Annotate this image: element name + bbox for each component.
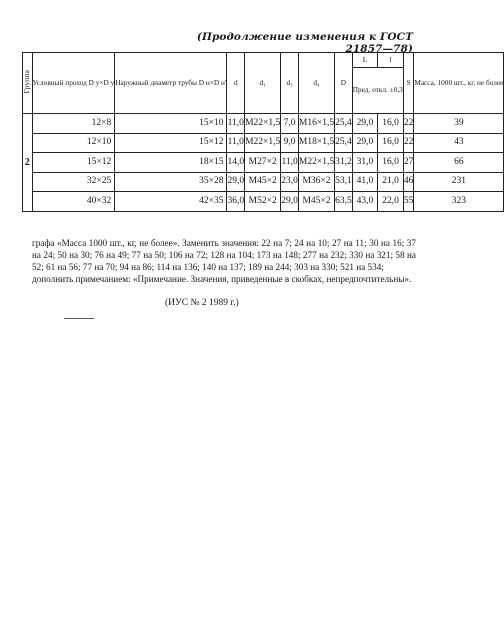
paragraph-note-addition: дополнить примечанием: «Примечание. Значения, приведенные в скобках, непредпочтительны». [32,274,412,284]
table-row [23,192,504,212]
paragraph-mass-replacements: графа «Масса 1000 шт., кг, не более». Заменить значения: 22 на 7; 24 на 10; 27 на 11; 30 на 16; 37 на 24; 50 на 30; 76 на 49; 77 на 50; 106 на 72; 128 на 104; 173 на 148; 277 на 232; 330 на 321; 58 на 52; 61 на 56; 77 на 70; 94 на 86; 114 на 136; 140 на 137; 189 на 244; 303 на 330; 521 на 534; [32,238,416,272]
group-value: 2 [23,114,33,212]
cell: 27 [403,153,414,173]
cell: M22×1,5 [245,114,281,134]
cell: 31,0 [352,153,378,173]
cell: 43,0 [352,192,378,212]
header-outer-diameter: Наружный диаметр трубы D н×D н′ [115,53,227,114]
header-d4: d₄ [298,53,334,114]
header-D: D [335,53,353,114]
cell: 15×10 [115,114,227,134]
cell: 7,0 [281,114,299,134]
cell: 29,0 [352,114,378,134]
cell: 18×15 [115,153,227,173]
cell: M52×2 [245,192,281,212]
table-row [23,133,504,153]
cell: 29,0 [352,133,378,153]
cell: 21,0 [378,172,404,192]
cell: M27×2 [245,153,281,173]
document-header: (Продолжение изменения к ГОСТ 21857—78) [196,31,413,55]
cell: 23,0 [281,172,299,192]
cell: M36×2 [298,172,334,192]
header-l: l [378,53,404,68]
table-row [23,153,504,173]
cell: M22×1,5 [245,133,281,153]
cell: 231 [414,172,504,192]
header-S: S [403,53,414,114]
source-reference: (ИУС № 2 1989 г.) [165,298,239,308]
header-group: Группа [23,53,33,114]
cell: 35×28 [115,172,227,192]
cell: 323 [414,192,504,212]
cell: 43 [414,133,504,153]
cell: 22,0 [378,192,404,212]
cell: 46 [403,172,414,192]
header-L: L [352,53,378,68]
cell: 66 [414,153,504,173]
amendment-text [32,237,416,285]
divider [64,318,94,319]
cell: 15×12 [32,153,115,173]
cell: 25,4 [335,133,353,153]
cell: M18×1,5 [298,133,334,153]
cell: 36,0 [227,192,245,212]
cell: 63,5 [335,192,353,212]
cell: 12×10 [32,133,115,153]
cell: M22×1,5 [298,153,334,173]
table-row [23,114,504,134]
cell: M16×1,5 [298,114,334,134]
cell: 25,4 [335,114,353,134]
cell: 16,0 [378,133,404,153]
cell: 22 [403,133,414,153]
cell: 29,0 [227,172,245,192]
cell: 42×35 [115,192,227,212]
cell: 11,0 [227,114,245,134]
cell: 39 [414,114,504,134]
cell: 16,0 [378,153,404,173]
cell: 40×32 [32,192,115,212]
header-mass: Масса, 1000 шт., кг, не более [414,53,504,114]
cell: 41,0 [352,172,378,192]
cell: 16,0 [378,114,404,134]
cell: M45×2 [298,192,334,212]
dimensions-table [22,52,504,212]
cell: 12×8 [32,114,115,134]
cell: 9,0 [281,133,299,153]
cell: 11,0 [281,153,299,173]
header-d1: d₁ [245,53,281,114]
cell: 29,0 [281,192,299,212]
cell: M45×2 [245,172,281,192]
cell: 31,2 [335,153,353,173]
header-tolerance: Пред. откл. ±0,3 [352,68,403,114]
header-d: d [227,53,245,114]
cell: 11,0 [227,133,245,153]
table-row [23,172,504,192]
cell: 22 [403,114,414,134]
cell: 14,0 [227,153,245,173]
cell: 53,1 [335,172,353,192]
cell: 32×25 [32,172,115,192]
header-d3: d₃ [281,53,299,114]
header-nominal: Условный проход D у×D у [32,53,115,114]
cell: 15×12 [115,133,227,153]
cell: 55 [403,192,414,212]
